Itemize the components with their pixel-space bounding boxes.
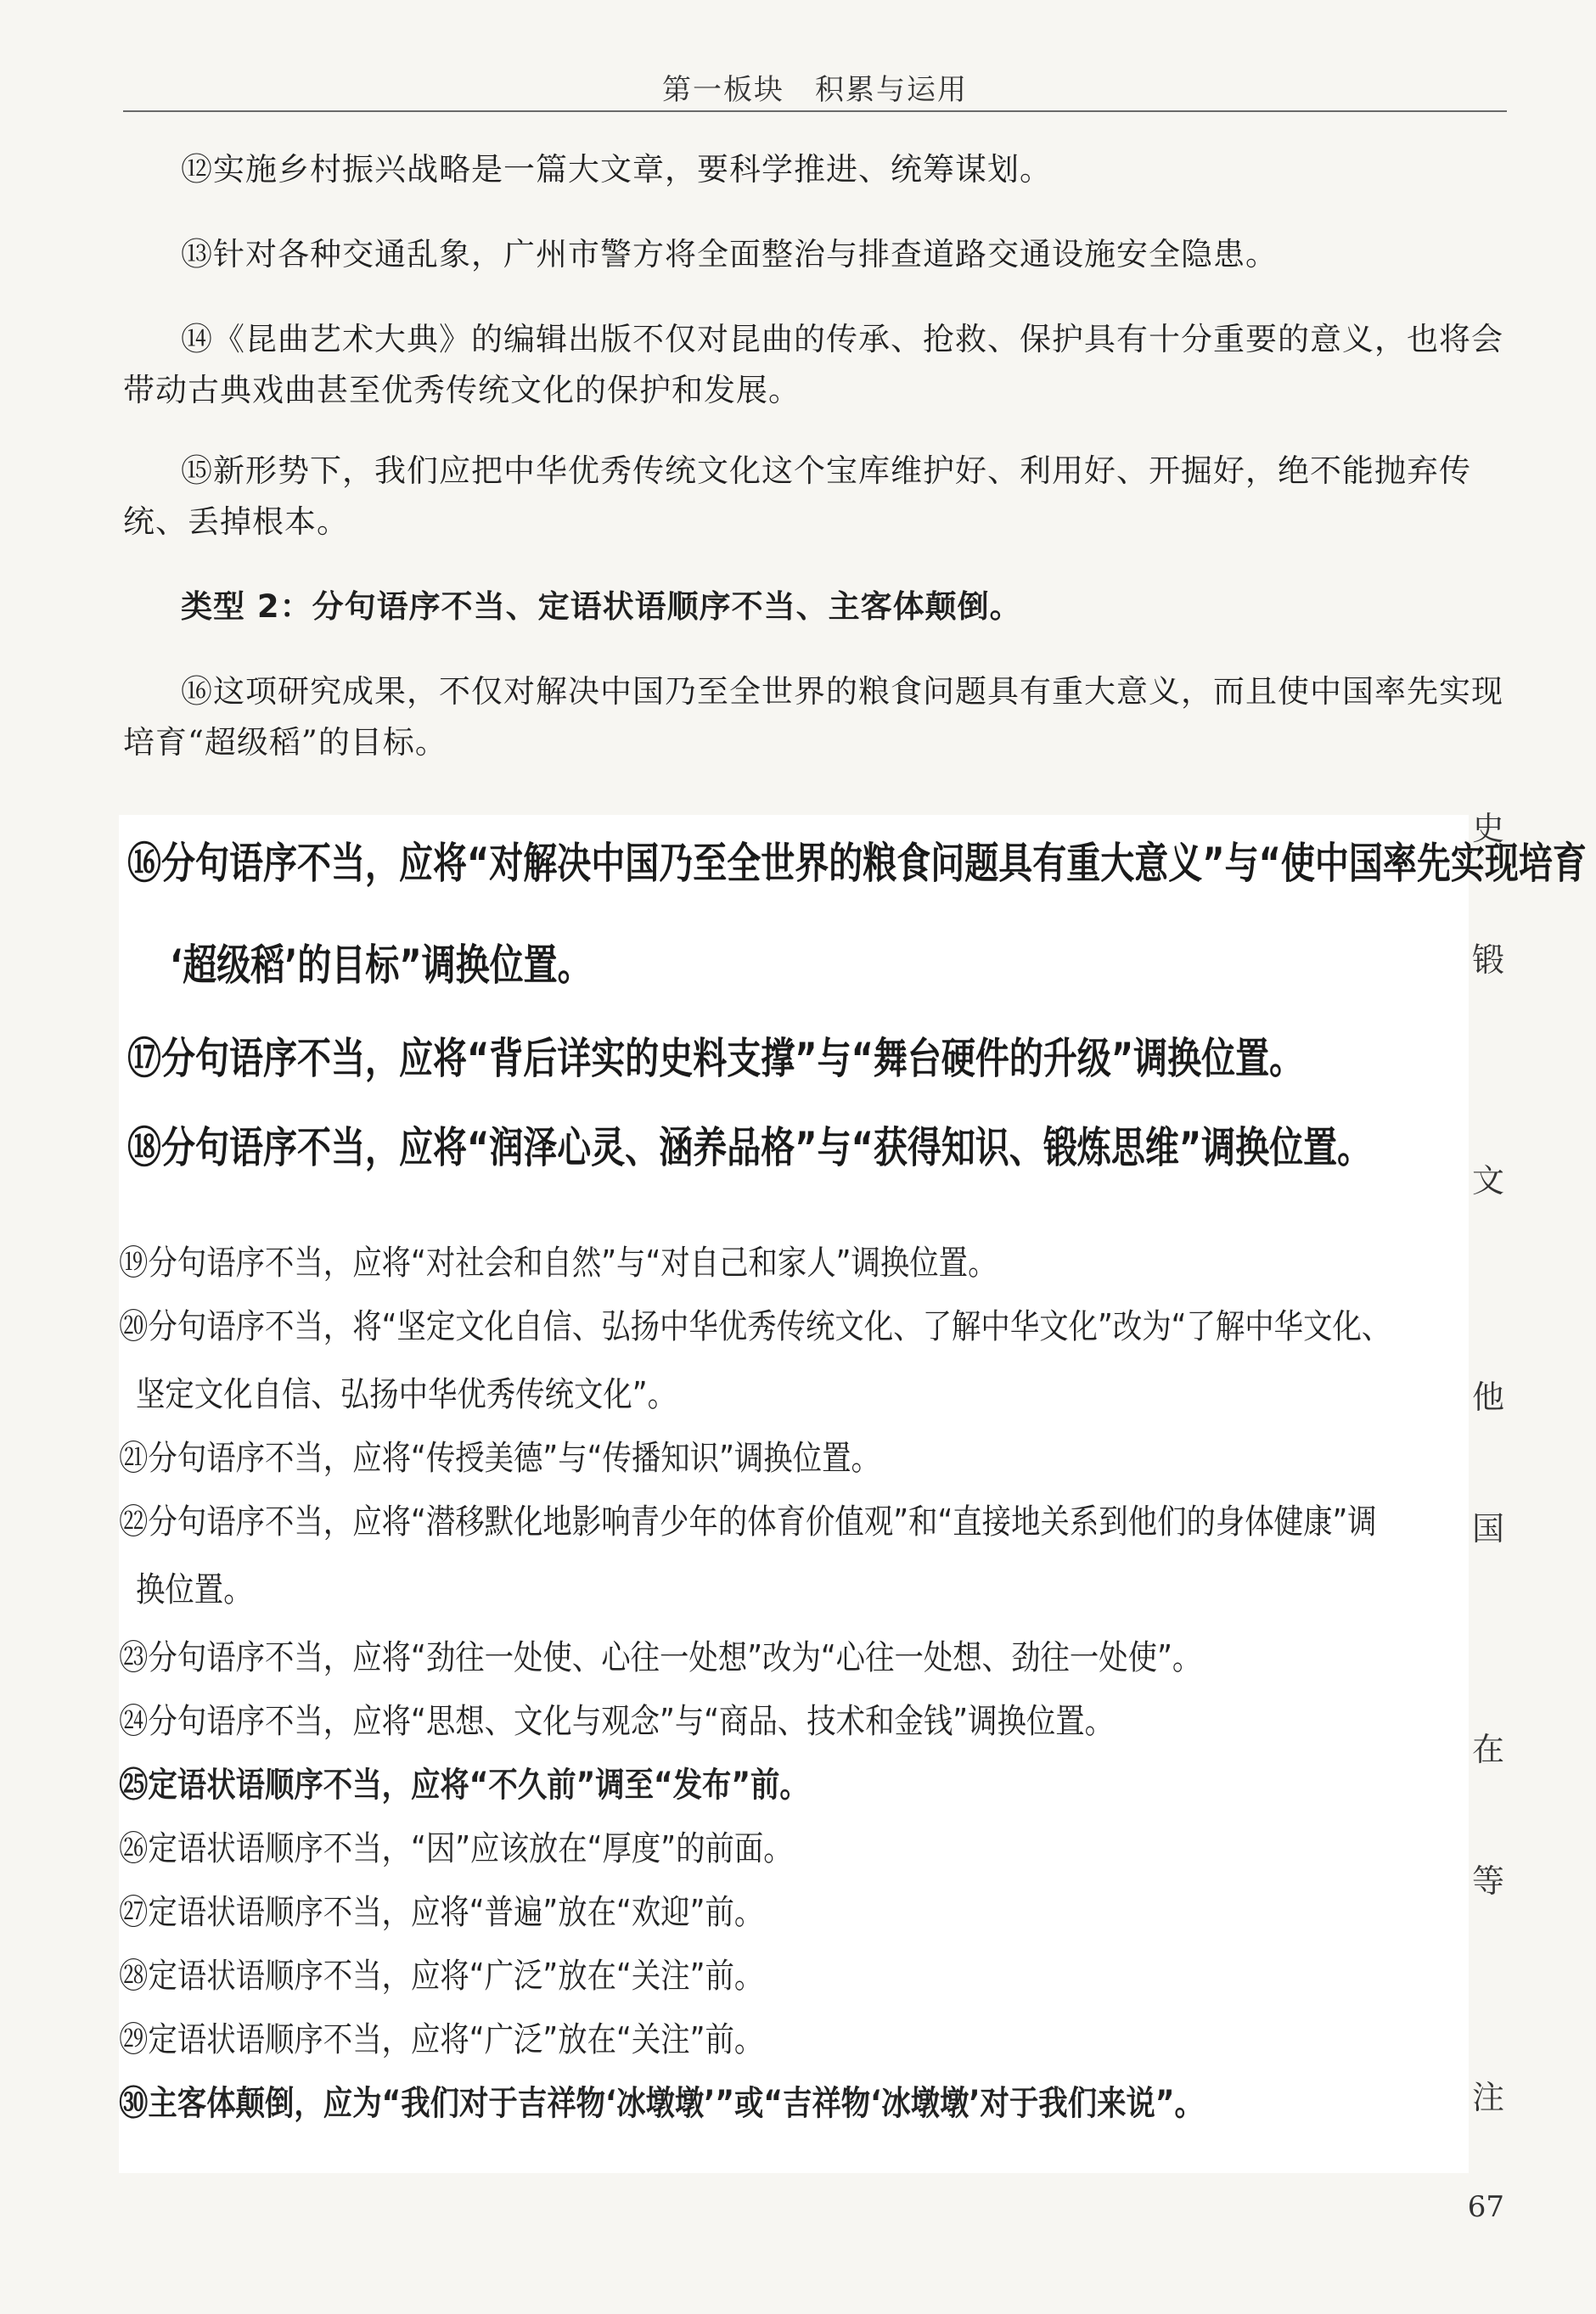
answer-18: ⑱分句语序不当，应将“润泽心灵、涵养品格”与“获得知识、锻炼思维”调换位置。 xyxy=(127,1123,1372,1172)
answer-16: ⑯分句语序不当，应将“对解决中国乃至全世界的粮食问题具有重大意义”与“使中国率先实现培育 xyxy=(127,839,1587,888)
answer-19: ⑲分句语序不当，应将“对社会和自然”与“对自己和家人”调换位置。 xyxy=(119,1244,997,1283)
margin-char-6: 在 xyxy=(1471,1731,1504,1768)
answer-23: ㉓分句语序不当，应将“劲往一处使、心往一处想”改为“心往一处想、劲往一处使”。 xyxy=(119,1638,1202,1677)
answer-20-cont: 坚定文化自信、弘扬中华优秀传统文化”。 xyxy=(136,1375,677,1414)
question-13: ⑬针对各种交通乱象，广州市警方将全面整治与排查道路交通设施安全隐患。 xyxy=(181,236,1278,272)
answer-30: ㉚主客体颠倒，应为“我们对于吉祥物‘冰墩墩’”或“吉祥物‘冰墩墩’对于我们来说”。 xyxy=(119,2084,1204,2123)
question-16: ⑯这项研究成果，不仅对解决中国乃至全世界的粮食问题具有重大意义，而且使中国率先实现培育“超级稻”的目标。 xyxy=(123,673,1503,761)
answer-28: ㉘定语状语顺序不当，应将“广泛”放在“关注”前。 xyxy=(119,1957,764,1996)
answer-25: ㉕定语状语顺序不当，应将“不久前”调至“发布”前。 xyxy=(119,1766,809,1805)
answer-21: ㉑分句语序不当，应将“传授美德”与“传播知识”调换位置。 xyxy=(119,1439,880,1478)
question-14: ⑭《昆曲艺术大典》的编辑出版不仅对昆曲的传承、抢救、保护具有十分重要的意义，也将会带动古典戏曲甚至优秀传统文化的保护和发展。 xyxy=(123,321,1503,408)
answer-22: ㉒分句语序不当，应将“潜移默化地影响青少年的体育价值观”和“直接地关系到他们的身体健康”调 xyxy=(119,1502,1377,1542)
margin-char-8: 注 xyxy=(1471,2079,1504,2116)
answer-24: ㉔分句语序不当，应将“思想、文化与观念”与“商品、技术和金钱”调换位置。 xyxy=(119,1702,1115,1741)
page-number: 67 xyxy=(1467,2190,1504,2224)
page-header: 第一板块 积累与运用 xyxy=(123,66,1507,112)
answer-29: ㉙定语状语顺序不当，应将“广泛”放在“关注”前。 xyxy=(119,2020,764,2059)
type-2-heading: 类型 2：分句语序不当、定语状语顺序不当、主客体颠倒。 xyxy=(181,588,1022,625)
answer-16-cont: ‘超级稻’的目标”调换位置。 xyxy=(170,941,592,990)
margin-char-3: 文 xyxy=(1471,1162,1504,1199)
answer-17: ⑰分句语序不当，应将“背后详实的史料支撑”与“舞台硬件的升级”调换位置。 xyxy=(127,1034,1304,1083)
margin-char-5: 国 xyxy=(1471,1510,1504,1547)
margin-char-1: 史 xyxy=(1471,810,1504,847)
answer-20: ⑳分句语序不当，将“坚定文化自信、弘扬中华优秀传统文化、了解中华文化”改为“了解中华文化、 xyxy=(119,1307,1391,1346)
answer-26: ㉖定语状语顺序不当，“因”应该放在“厚度”的前面。 xyxy=(119,1829,793,1868)
margin-char-7: 等 xyxy=(1471,1862,1504,1900)
question-12: ⑫实施乡村振兴战略是一篇大文章，要科学推进、统筹谋划。 xyxy=(181,151,1052,188)
question-15: ⑮新形势下，我们应把中华优秀传统文化这个宝库维护好、利用好、开掘好，绝不能抛弃传统、丢掉根本。 xyxy=(123,452,1471,540)
answer-22-cont: 换位置。 xyxy=(136,1570,253,1609)
margin-char-2: 锻 xyxy=(1471,941,1504,979)
answer-27: ㉗定语状语顺序不当，应将“普遍”放在“欢迎”前。 xyxy=(119,1893,764,1932)
margin-char-4: 他 xyxy=(1471,1379,1504,1416)
